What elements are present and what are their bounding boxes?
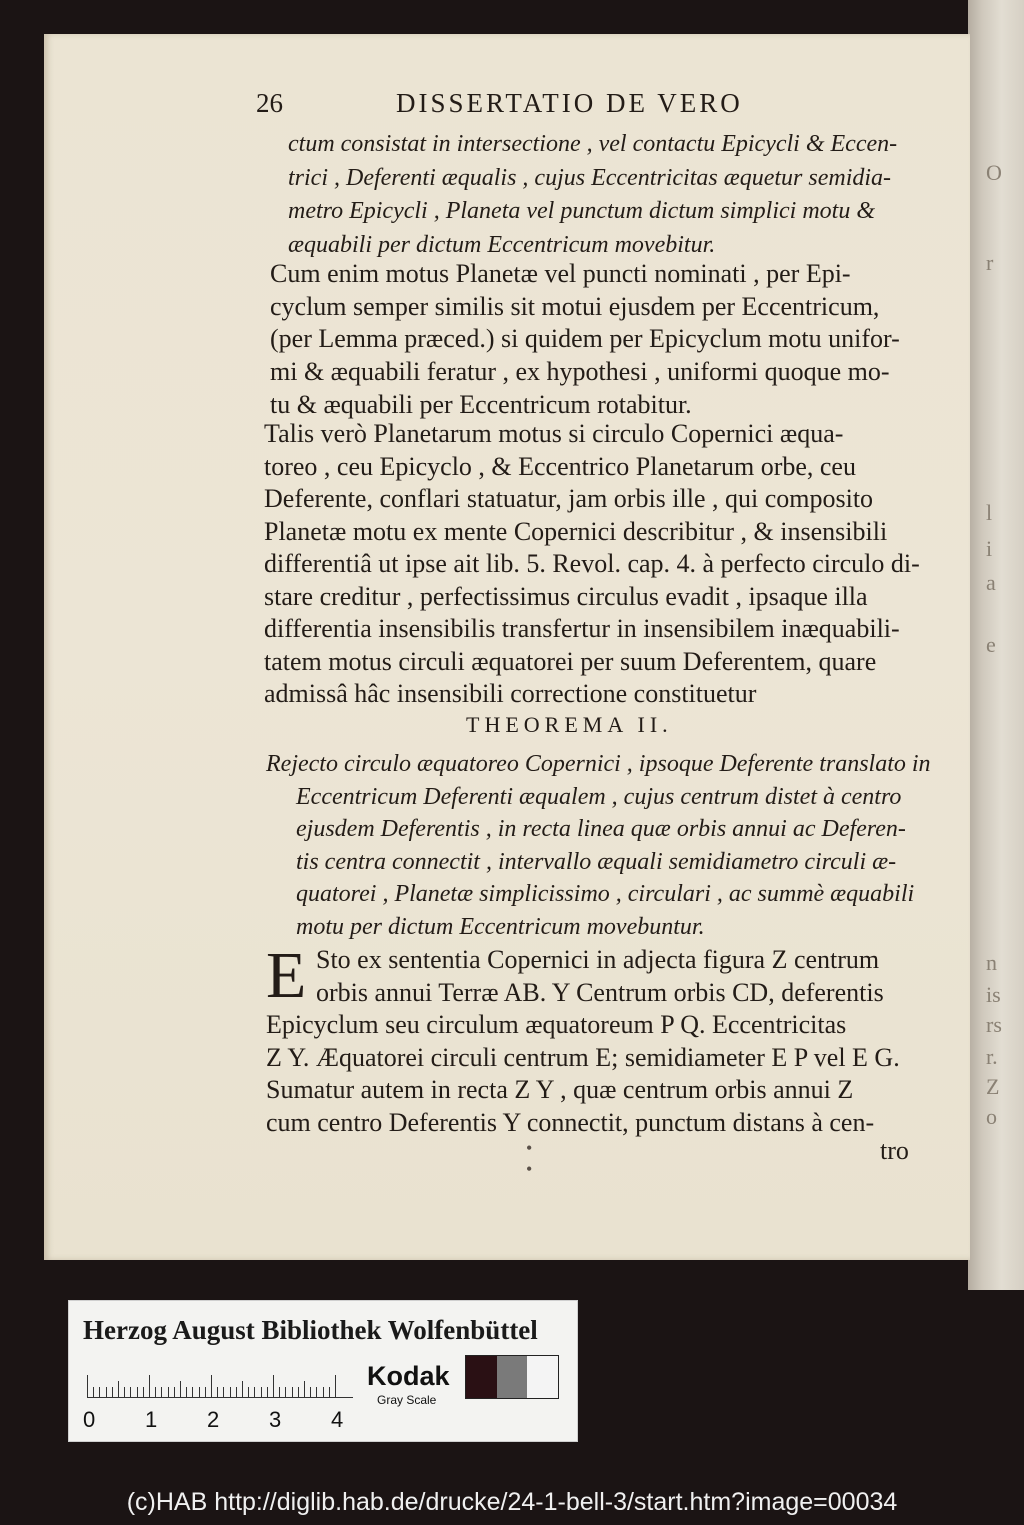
running-head-title: DISSERTATIO DE VERO	[396, 88, 743, 118]
ruler-tick	[137, 1387, 138, 1397]
ruler-tick	[199, 1387, 200, 1397]
gray-scale-swatches	[465, 1355, 559, 1399]
ruler-tick	[316, 1387, 317, 1397]
paragraph-esto	[266, 939, 936, 1139]
edge-fragment: r	[986, 250, 994, 275]
ruler-tick	[261, 1387, 262, 1397]
edge-fragment: l	[986, 500, 993, 525]
ruler-tick	[118, 1381, 119, 1397]
ruler-tick	[161, 1387, 162, 1397]
lemma-conclusion-italic	[288, 128, 958, 262]
text-line: tatem motus circuli æquatorei per suum Deferentem, quare	[264, 646, 877, 676]
ruler-tick	[292, 1387, 293, 1397]
ruler-tick	[174, 1387, 175, 1397]
text-line: Z Y. Æquatorei circuli centrum E; semidiameter E P vel E G.	[266, 1042, 900, 1072]
copyright-footer: (c)HAB http://diglib.hab.de/drucke/24-1-bell-3/start.htm?image=00034	[126, 1488, 898, 1516]
ruler-tick	[180, 1381, 181, 1397]
text-line: Eccentricum Deferenti æqualem , cujus centrum distet à centro	[296, 783, 902, 810]
text-line: Sumatur autem in recta Z Y , quæ centrum orbis annui Z	[266, 1075, 854, 1104]
ruler-tick	[87, 1375, 88, 1397]
gray-swatch	[497, 1356, 528, 1398]
ruler-tick	[335, 1375, 336, 1397]
text-line: cyclum semper similis sit motui ejusdem per Eccentricum,	[270, 291, 880, 321]
text-line: admissâ hâc insensibili correctione constituetur	[264, 679, 757, 708]
text-line: differentia insensibilis transfertur in insensibilem inæquabili-	[264, 614, 900, 643]
edge-fragment: O	[986, 160, 1002, 185]
text-line: Sto ex sententia Copernici in adjecta figura Z centrum	[316, 945, 880, 974]
text-line: Talis verò Planetarum motus si circulo Copernici æqua-	[264, 419, 844, 448]
ruler-tick	[168, 1387, 169, 1397]
ruler-number: 3	[269, 1407, 282, 1432]
page-number: 26	[256, 88, 283, 118]
ruler-number: 2	[207, 1407, 220, 1432]
ruler-number: 1	[145, 1407, 158, 1432]
edge-fragment: rs	[986, 1012, 1002, 1037]
gray-swatch	[466, 1356, 497, 1398]
paragraph-proof	[270, 258, 940, 422]
drop-cap: E	[266, 939, 307, 1012]
ruler-tick	[205, 1387, 206, 1397]
text-line: cum centro Deferentis Y connectit, punctum distans à cen-	[266, 1107, 875, 1137]
text-line: ctum consistat in intersectione , vel contactu Epicycli & Eccen-	[288, 131, 898, 157]
edge-fragment: is	[986, 982, 1001, 1007]
ruler-tick	[236, 1387, 237, 1397]
text-line: Rejecto circulo æquatoreo Copernici , ipsoque Deferente translato in	[266, 751, 931, 777]
edge-fragment: r.	[986, 1044, 998, 1069]
ruler-tick	[93, 1387, 94, 1397]
measurement-ruler	[87, 1375, 353, 1398]
ruler-tick	[106, 1387, 107, 1397]
theorem-statement	[266, 748, 936, 943]
gray-scale-label: Gray Scale	[377, 1393, 437, 1407]
ruler-tick	[267, 1387, 268, 1397]
paragraph-talis	[264, 418, 934, 711]
ruler-tick	[192, 1387, 193, 1397]
text-line: tis centra connectit , intervallo æquali semidiametro circuli æ-	[296, 848, 897, 875]
ruler-tick	[323, 1387, 324, 1397]
catchword: tro	[880, 1136, 909, 1165]
text-line: mi & æquabili feratur , ex hypothesi , uniformi quoque mo-	[270, 357, 890, 387]
ruler-number: 0	[83, 1407, 96, 1432]
ruler-tick	[242, 1381, 243, 1397]
text-line: orbis annui Terræ AB. Y Centrum orbis CD, deferentis	[316, 977, 884, 1007]
ruler-tick	[298, 1387, 299, 1397]
ruler-tick	[310, 1387, 311, 1397]
signature-marks: • •	[526, 1138, 713, 1179]
ruler-tick	[217, 1387, 218, 1397]
running-header	[256, 88, 766, 122]
edge-fragment: n	[986, 950, 997, 975]
ruler-tick	[149, 1375, 150, 1397]
ruler-tick	[155, 1387, 156, 1397]
gray-swatch	[527, 1356, 558, 1398]
text-line: ejusdem Deferentis , in recta linea quæ orbis annui ac Deferen-	[296, 816, 906, 842]
ruler-tick	[248, 1387, 249, 1397]
text-line: (per Lemma præced.) si quidem per Epicyclum motu unifor-	[270, 324, 900, 354]
text-line: Planetæ motu ex mente Copernici describitur , & insensibili	[264, 516, 888, 546]
ruler-tick	[223, 1387, 224, 1397]
ruler-tick	[99, 1387, 100, 1397]
edge-fragment: o	[986, 1104, 997, 1129]
ruler-tick	[304, 1381, 305, 1397]
text-line: differentiâ ut ipse ait lib. 5. Revol. cap. 4. à perfecto circulo di-	[264, 549, 920, 578]
text-line: Deferente, conflari statuatur, jam orbis ille , qui composito	[264, 484, 874, 513]
text-line: trici , Deferenti æqualis , cujus Eccentricitas æquetur semidia-	[288, 164, 892, 191]
text-line: æquabili per dictum Eccentricum movebitur.	[288, 231, 716, 258]
text-line: motu per dictum Eccentricum movebuntur.	[296, 913, 705, 940]
edge-fragment: i	[986, 536, 993, 561]
edge-fragment: e	[986, 632, 996, 657]
text-line: Cum enim motus Planetæ vel puncti nominati , per Epi-	[270, 259, 851, 288]
ruler-number: 4	[331, 1407, 344, 1432]
ruler-tick	[143, 1387, 144, 1397]
ruler-tick	[279, 1387, 280, 1397]
theorem-heading: THEOREMA II.	[466, 712, 673, 737]
color-calibration-card	[68, 1300, 578, 1442]
kodak-logo: Kodak	[367, 1361, 450, 1391]
ruler-tick	[329, 1387, 330, 1397]
edge-fragment: Z	[986, 1074, 1000, 1099]
text-line: tu & æquabili per Eccentricum rotabitur.	[270, 389, 692, 419]
edge-fragment: a	[986, 570, 996, 595]
ruler-tick	[186, 1387, 187, 1397]
ruler-tick	[273, 1375, 274, 1397]
text-line: toreo , ceu Epicyclo , & Eccentrico Planetarum orbe, ceu	[264, 451, 856, 481]
text-line: quatorei , Planetæ simplicissimo , circulari , ac summè æquabili	[296, 881, 915, 907]
library-name: Herzog August Bibliothek Wolfenbüttel	[83, 1315, 538, 1345]
next-page-edge	[968, 0, 1024, 1290]
ruler-tick	[124, 1387, 125, 1397]
text-line: Epicyclum seu circulum æquatoreum P Q. Eccentricitas	[266, 1010, 847, 1039]
ruler-tick	[285, 1387, 286, 1397]
ruler-tick	[130, 1387, 131, 1397]
ruler-tick	[112, 1387, 113, 1397]
text-line: metro Epicycli , Planeta vel punctum dictum simplici motu &	[288, 198, 875, 224]
ruler-tick	[254, 1387, 255, 1397]
ruler-tick	[230, 1387, 231, 1397]
text-line: stare creditur , perfectissimus circulus evadit , ipsaque illa	[264, 581, 868, 611]
ruler-tick	[211, 1375, 212, 1397]
